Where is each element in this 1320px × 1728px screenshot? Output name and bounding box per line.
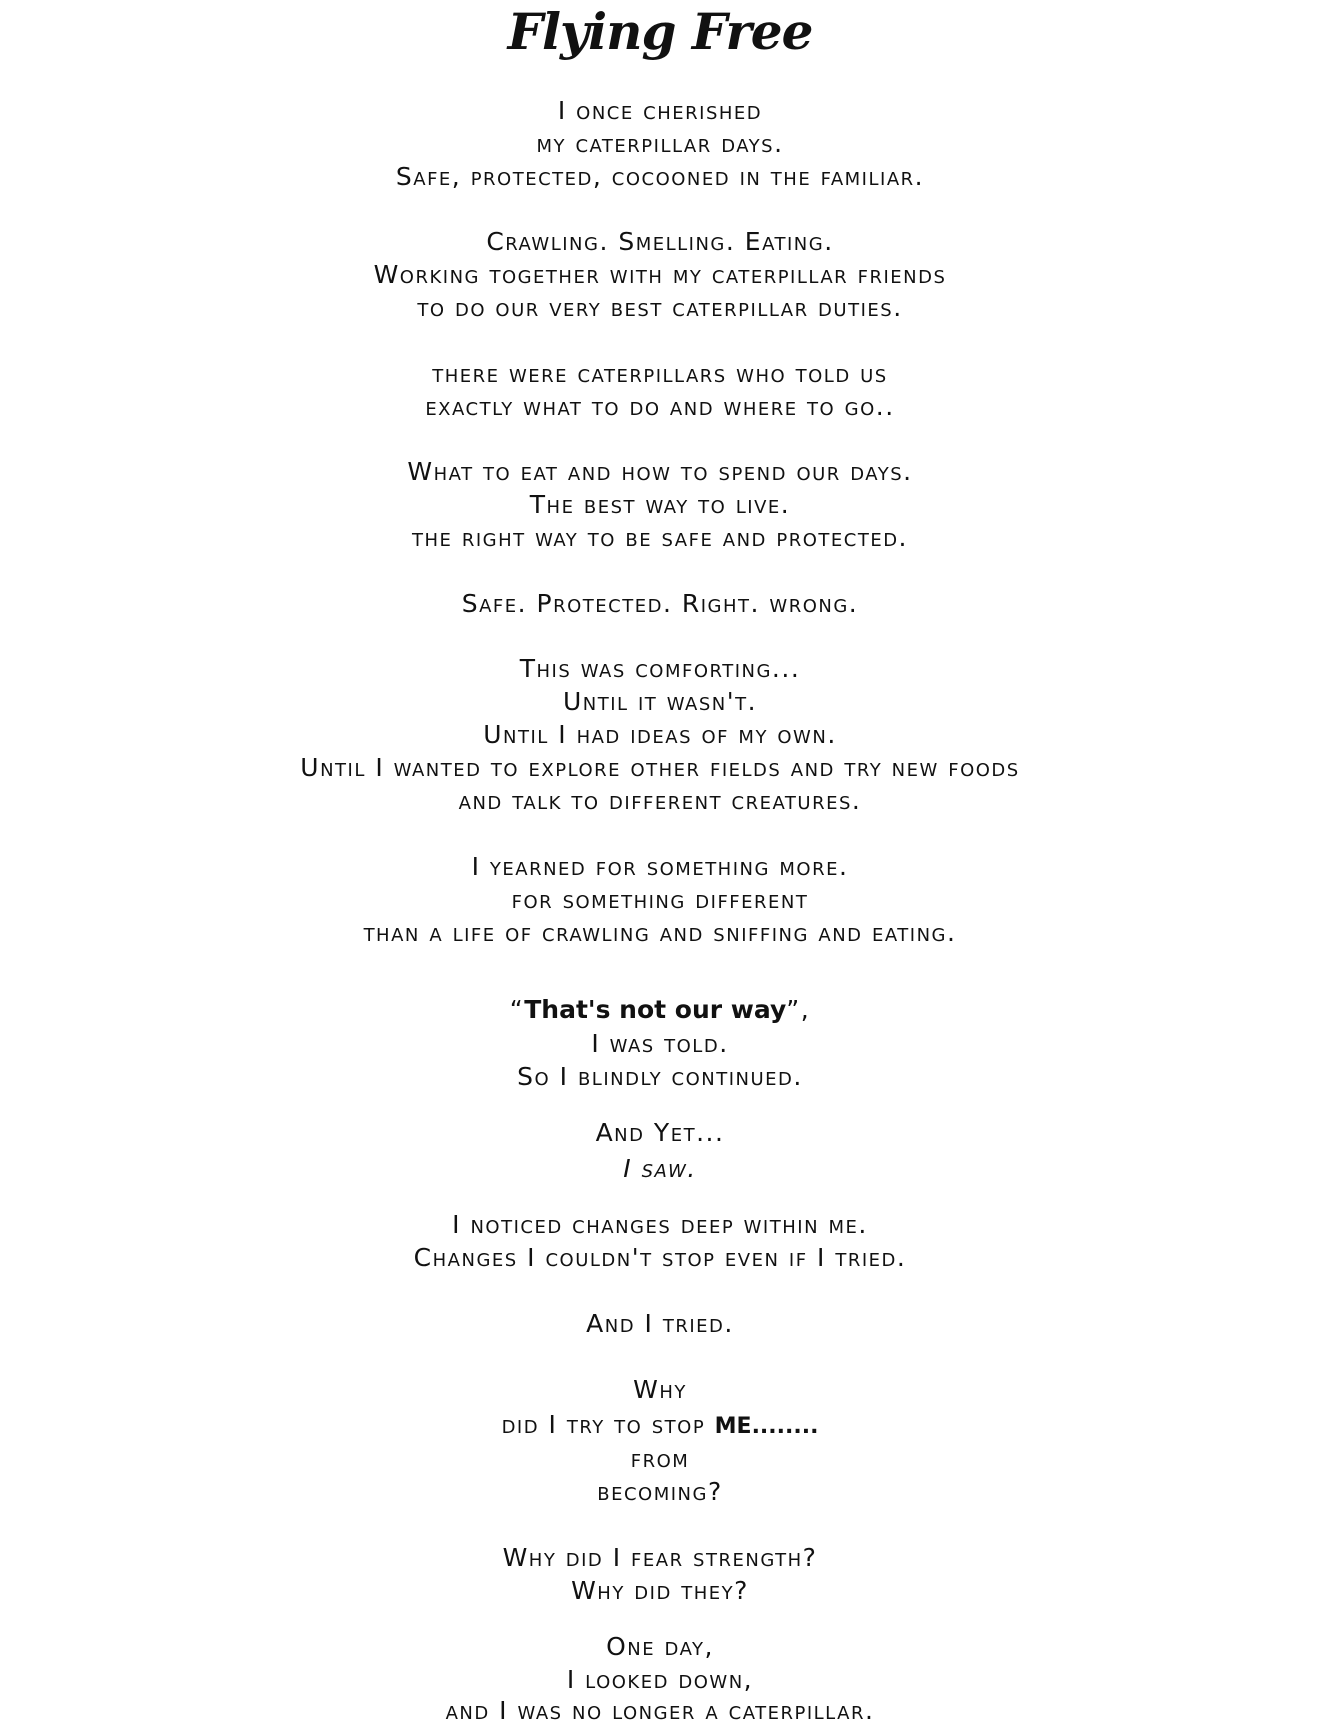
poem-line: What to eat and how to spend our days. [407,457,913,486]
stop-line-prefix: did I try to stop [501,1410,715,1439]
stop-line [0,1408,1320,1443]
poem-line: exactly what to do and where to go.. [425,392,895,421]
poem-line: Why did I fear strength? [502,1543,818,1572]
quote-text: That's not our way [524,995,787,1024]
poem-line: Safe, protected, cocooned in the familiar. [395,162,925,191]
poem-line: becoming? [597,1477,723,1506]
poem-line: Changes I couldn't stop even if I tried. [413,1243,907,1272]
poem-line: Until it wasn't. [562,687,758,716]
poem-line: and talk to different creatures. [458,786,862,815]
poem-line: my caterpillar days. [536,129,784,158]
poem-line: Working together with my caterpillar friends [373,260,947,289]
poem-line: Why [633,1375,687,1404]
poem-line: This was comforting... [519,654,801,683]
quote-close-mark: ”, [786,995,811,1024]
poem-line: I was told. [591,1029,729,1058]
poem-line: The best way to live. [529,490,791,519]
poem-line: the right way to be safe and protected. [411,523,908,552]
poem-line: I yearned for something more. [471,852,849,881]
poem-line: One day, [606,1632,714,1661]
poem-line: there were caterpillars who told us [432,359,888,388]
poem-line: I once cherished [557,96,763,125]
poem-title: Flying Free [507,2,813,61]
quote-open-mark: “ [509,995,525,1024]
quote-line [0,993,1320,1026]
poem-line: to do our very best caterpillar duties. [417,293,903,322]
poem-line: So I blindly continued. [517,1062,803,1091]
poem-line: Until I wanted to explore other fields and try new foods [300,753,1020,782]
poem-line: and I was no longer a caterpillar. [445,1696,875,1725]
stop-line-emphasis: ME........ [714,1414,819,1439]
poem-line-italic: I saw. [623,1154,697,1183]
poem-line: I noticed changes deep within me. [452,1210,868,1239]
poem-line: And I tried. [586,1309,734,1338]
poem-line: I looked down, [566,1665,754,1694]
poem-line: Crawling. Smelling. Eating. [486,227,834,256]
poem-line: And Yet... [595,1118,725,1147]
poem-line: Until I had ideas of my own. [483,720,837,749]
poem-line: for something different [511,885,809,914]
poem-line: Safe. Protected. Right. wrong. [461,589,859,618]
poem-line: from [630,1444,690,1473]
poem-line: Why did they? [571,1576,749,1605]
poem-line: than a life of crawling and sniffing and eating. [363,918,957,947]
